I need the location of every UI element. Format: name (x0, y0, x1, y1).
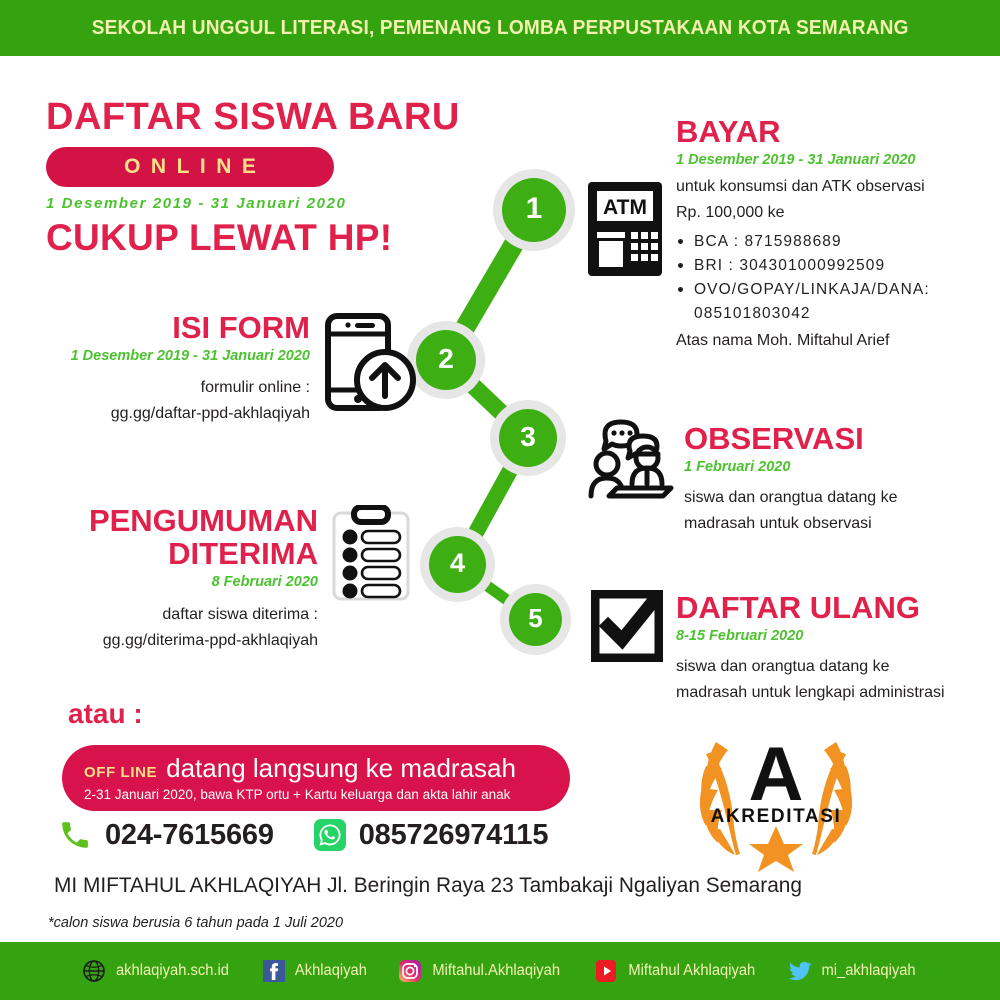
phone-upload-icon (322, 312, 420, 417)
offline-banner (62, 745, 570, 811)
step-isi-form-link[interactable]: gg.gg/daftar-ppd-akhlaqiyah (110, 405, 310, 423)
youtube-icon (594, 959, 618, 983)
contacts-row (58, 818, 548, 852)
online-badge-label: ONLINE (124, 155, 267, 178)
social-youtube-label: Miftahul Akhlaqiyah (628, 962, 755, 979)
offline-headline-row (84, 752, 548, 783)
social-facebook[interactable] (262, 959, 369, 983)
title-subline: CUKUP LEWAT HP! (46, 217, 393, 258)
observation-people-icon (583, 416, 675, 505)
step-pengumuman-title-line1: PENGUMUMAN (88, 503, 318, 538)
step-pengumuman-link[interactable]: gg.gg/diterima-ppd-akhlaqiyah (102, 632, 318, 650)
instagram-icon (398, 959, 422, 983)
step-isi-form-desc-1: formulir online : (200, 379, 310, 397)
step-daftar-ulang-title: DAFTAR ULANG (676, 590, 920, 625)
step-pengumuman-date: 8 Februari 2020 (211, 573, 318, 590)
top-banner (0, 0, 1000, 56)
akreditasi-grade: A (748, 732, 804, 817)
phone-number[interactable]: 024-7615669 (105, 818, 274, 851)
social-twitter-label: mi_akhlaqiyah (821, 962, 916, 979)
bank-item-bri: BRI : 304301000992509 (676, 254, 991, 278)
offline-sub: 2-31 Januari 2020, bawa KTP ortu + Kartu keluarga dan akta lahir anak (84, 786, 511, 802)
step-observasi-desc-1: siswa dan orangtua datang ke (684, 489, 898, 507)
title-date-range: 1 Desember 2019 - 31 Januari 2020 (46, 195, 347, 212)
timeline-node-1-label: 1 (525, 192, 543, 225)
step-bayar (676, 116, 991, 354)
akreditasi-label: AKREDITASI (710, 806, 842, 827)
age-footnote: *calon siswa berusia 6 tahun pada 1 Juli 2020 (48, 915, 344, 931)
atm-icon (588, 182, 662, 281)
timeline-node-4-label: 4 (449, 548, 466, 578)
whatsapp-number[interactable]: 085726974115 (358, 818, 549, 851)
globe-icon (82, 959, 106, 983)
atau-label: atau : (68, 698, 143, 729)
timeline-node-3-label: 3 (520, 421, 536, 452)
online-badge (46, 147, 334, 187)
clipboard-icon (330, 505, 412, 608)
step-observasi (684, 423, 989, 537)
step-bayar-date: 1 Desember 2019 - 31 Januari 2020 (676, 151, 916, 168)
social-instagram[interactable] (398, 959, 563, 983)
step-bayar-desc-1: untuk konsumsi dan ATK observasi (676, 178, 925, 196)
title-block (46, 96, 466, 259)
social-instagram-label: Miftahul.Akhlaqiyah (432, 962, 561, 979)
bank-item-bca: BCA : 8715988689 (676, 230, 991, 254)
step-isi-form-title: ISI FORM (172, 310, 310, 345)
top-banner-text: SEKOLAH UNGGUL LITERASI, PEMENANG LOMBA PERPUSTAKAAN KOTA SEMARANG (91, 16, 909, 39)
bank-item-ewallet: OVO/GOPAY/LINKAJA/DANA: (676, 278, 991, 302)
bank-item-ewallet-number: 085101803042 (694, 305, 811, 323)
timeline-node-3[interactable] (499, 409, 557, 467)
checkbox-icon (591, 590, 663, 667)
whatsapp-icon (314, 819, 346, 851)
phone-icon (58, 818, 92, 852)
social-website-label: akhlaqiyah.sch.id (115, 962, 229, 979)
social-website[interactable] (82, 959, 232, 983)
facebook-icon (262, 959, 286, 983)
school-address: MI MIFTAHUL AKHLAQIYAH Jl. Beringin Raya 23 Tambakaji Ngaliyan Semarang (54, 873, 802, 897)
social-facebook-label: Akhlaqiyah (294, 962, 367, 979)
step-bayar-bank-list (676, 230, 991, 326)
step-bayar-account-name: Atas nama Moh. Miftahul Arief (676, 332, 890, 350)
step-bayar-desc-2: Rp. 100,000 ke (676, 204, 785, 222)
akreditasi-badge (676, 722, 876, 872)
step-observasi-date: 1 Februari 2020 (684, 458, 791, 475)
timeline-node-2-label: 2 (438, 343, 454, 374)
step-isi-form-date: 1 Desember 2019 - 31 Januari 2020 (70, 347, 310, 364)
step-bayar-title: BAYAR (676, 114, 781, 149)
timeline-node-1[interactable] (502, 178, 566, 242)
offline-tag: OFF LINE (84, 763, 158, 781)
footer-banner (0, 942, 1000, 1000)
step-daftar-ulang-desc-1: siswa dan orangtua datang ke (676, 658, 890, 676)
timeline-node-2[interactable] (416, 330, 476, 390)
step-daftar-ulang-date: 8-15 Februari 2020 (676, 627, 804, 644)
timeline-node-5[interactable] (509, 593, 562, 646)
step-daftar-ulang-desc-2: madrasah untuk lengkapi administrasi (676, 684, 945, 702)
timeline (410, 160, 610, 680)
step-isi-form (10, 312, 310, 427)
step-pengumuman-title-line2: DITERIMA (168, 535, 318, 571)
step-pengumuman (20, 505, 318, 654)
social-youtube[interactable] (594, 959, 759, 983)
step-pengumuman-desc-1: daftar siswa diterima : (162, 606, 318, 624)
timeline-node-5-label: 5 (528, 603, 543, 633)
twitter-icon (788, 959, 812, 983)
step-daftar-ulang (676, 592, 991, 706)
social-twitter[interactable] (788, 959, 918, 983)
page-title: DAFTAR SISWA BARU (46, 96, 460, 138)
timeline-node-4[interactable] (429, 536, 486, 593)
social-links (82, 959, 919, 983)
step-observasi-title: OBSERVASI (684, 421, 864, 456)
offline-headline: datang langsung ke madrasah (166, 752, 516, 783)
step-observasi-desc-2: madrasah untuk observasi (684, 515, 872, 533)
svg-text:ATM: ATM (603, 196, 647, 219)
